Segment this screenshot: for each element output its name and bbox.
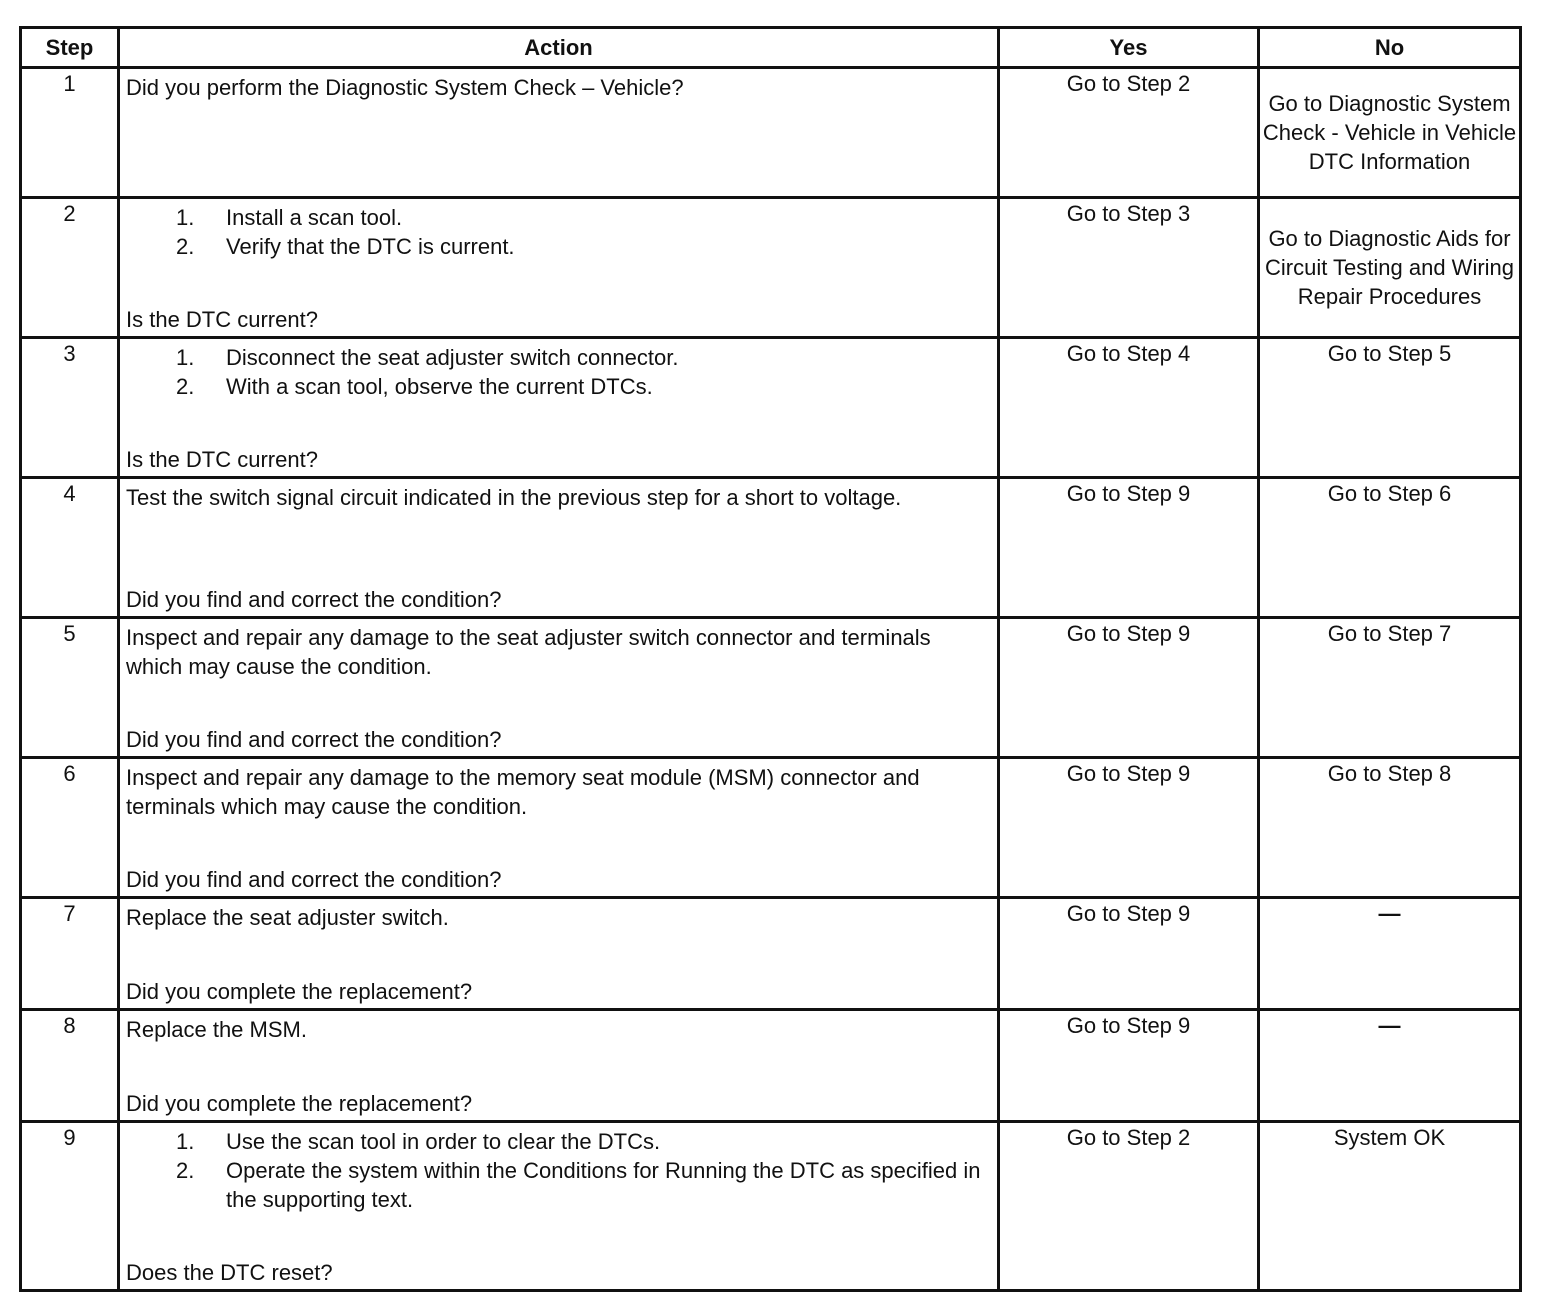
- no-result: Go to Diagnostic Aids for Circuit Testing and Wiring Repair Procedures: [1259, 198, 1521, 338]
- header-row: [21, 28, 1521, 68]
- table-row: [21, 1010, 1521, 1122]
- action-question: Did you complete the replacement?: [126, 979, 473, 1004]
- action-question: Is the DTC current?: [126, 307, 318, 332]
- action-text: Test the switch signal circuit indicated in the previous step for a short to voltage.: [126, 485, 902, 510]
- yes-result: Go to Step 2: [999, 1122, 1259, 1291]
- no-result: Go to Step 6: [1259, 478, 1521, 618]
- table-row: [21, 758, 1521, 898]
- action-step-item: [126, 1156, 991, 1214]
- table-row: [21, 898, 1521, 1010]
- table-row: [21, 618, 1521, 758]
- step-number: 7: [21, 898, 119, 1010]
- yes-result: Go to Step 9: [999, 898, 1259, 1010]
- action-text: Did you perform the Diagnostic System Check – Vehicle?: [126, 75, 684, 100]
- action-cell: [119, 198, 999, 338]
- step-number: 3: [21, 338, 119, 478]
- action-steps-list: [126, 1127, 991, 1214]
- action-question: Did you complete the replacement?: [126, 1091, 473, 1116]
- header-no: No: [1259, 28, 1521, 68]
- table-row: [21, 68, 1521, 198]
- action-question: Did you find and correct the condition?: [126, 867, 502, 892]
- action-step-number: 2.: [176, 234, 195, 259]
- action-text: Inspect and repair any damage to the seat adjuster switch connector and terminals which may cause the condition.: [126, 625, 931, 679]
- yes-result: Go to Step 2: [999, 68, 1259, 198]
- step-number: 6: [21, 758, 119, 898]
- yes-result: Go to Step 4: [999, 338, 1259, 478]
- action-step-number: 1.: [176, 1129, 195, 1154]
- action-step-item: [126, 372, 991, 401]
- no-result: Go to Step 5: [1259, 338, 1521, 478]
- no-result: —: [1259, 898, 1521, 1010]
- no-result: —: [1259, 1010, 1521, 1122]
- yes-result: Go to Step 9: [999, 758, 1259, 898]
- header-yes: Yes: [999, 28, 1259, 68]
- action-step-text: Install a scan tool.: [226, 205, 403, 230]
- table-row: [21, 478, 1521, 618]
- action-step-item: [126, 203, 991, 232]
- action-step-item: [126, 1127, 991, 1156]
- step-number: 5: [21, 618, 119, 758]
- header-step: Step: [21, 28, 119, 68]
- step-number: 4: [21, 478, 119, 618]
- action-cell: [119, 1010, 999, 1122]
- action-cell: [119, 68, 999, 198]
- action-text: Replace the MSM.: [126, 1017, 307, 1042]
- action-cell: [119, 898, 999, 1010]
- action-step-number: 2.: [176, 1158, 195, 1183]
- table-row: [21, 1122, 1521, 1291]
- action-cell: [119, 758, 999, 898]
- action-step-number: 2.: [176, 374, 195, 399]
- yes-result: Go to Step 9: [999, 1010, 1259, 1122]
- no-result: Go to Step 8: [1259, 758, 1521, 898]
- action-step-text: Operate the system within the Conditions for Running the DTC as specified in the supporting text.: [226, 1158, 981, 1212]
- no-result: Go to Step 7: [1259, 618, 1521, 758]
- table-row: [21, 198, 1521, 338]
- action-step-text: Use the scan tool in order to clear the DTCs.: [226, 1129, 661, 1154]
- action-question: Did you find and correct the condition?: [126, 727, 502, 752]
- action-step-text: Disconnect the seat adjuster switch connector.: [226, 345, 679, 370]
- diagnostic-table: [19, 26, 1522, 1292]
- step-number: 8: [21, 1010, 119, 1122]
- action-text: Inspect and repair any damage to the memory seat module (MSM) connector and terminals which may cause the condition.: [126, 765, 920, 819]
- action-step-item: [126, 232, 991, 261]
- action-cell: [119, 478, 999, 618]
- action-question: Is the DTC current?: [126, 447, 318, 472]
- action-step-text: With a scan tool, observe the current DTCs.: [226, 374, 653, 399]
- action-text: Replace the seat adjuster switch.: [126, 905, 449, 930]
- action-steps-list: [126, 343, 991, 401]
- no-result: Go to Diagnostic System Check - Vehicle in Vehicle DTC Information: [1259, 68, 1521, 198]
- step-number: 1: [21, 68, 119, 198]
- action-cell: [119, 1122, 999, 1291]
- action-step-number: 1.: [176, 205, 195, 230]
- no-result: System OK: [1259, 1122, 1521, 1291]
- table-row: [21, 338, 1521, 478]
- action-cell: [119, 618, 999, 758]
- yes-result: Go to Step 3: [999, 198, 1259, 338]
- action-steps-list: [126, 203, 991, 261]
- action-step-item: [126, 343, 991, 372]
- step-number: 9: [21, 1122, 119, 1291]
- yes-result: Go to Step 9: [999, 618, 1259, 758]
- yes-result: Go to Step 9: [999, 478, 1259, 618]
- step-number: 2: [21, 198, 119, 338]
- action-step-number: 1.: [176, 345, 195, 370]
- action-step-text: Verify that the DTC is current.: [226, 234, 515, 259]
- action-question: Does the DTC reset?: [126, 1260, 333, 1285]
- header-action: Action: [119, 28, 999, 68]
- action-question: Did you find and correct the condition?: [126, 587, 502, 612]
- action-cell: [119, 338, 999, 478]
